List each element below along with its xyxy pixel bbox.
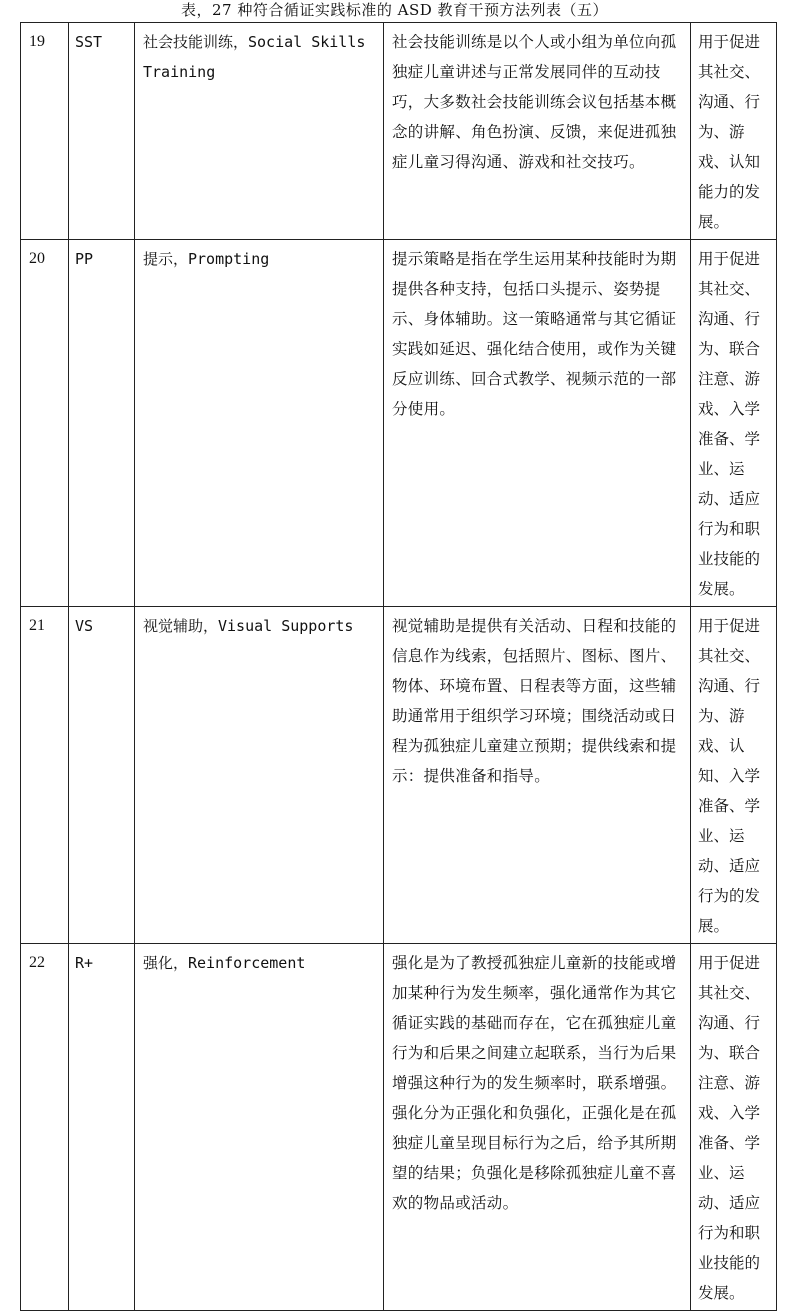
row-method-name: 强化，Reinforcement bbox=[135, 944, 384, 1311]
row-number: 21 bbox=[21, 607, 69, 944]
row-abbreviation: SST bbox=[69, 23, 135, 240]
row-effect: 用于促进其社交、沟通、行为、游戏、认知能力的发展。 bbox=[691, 23, 777, 240]
table-row bbox=[21, 607, 777, 944]
row-description: 视觉辅助是提供有关活动、日程和技能的信息作为线索，包括照片、图标、图片、物体、环境布置、日程表等方面，这些辅助通常用于组织学习环境；围绕活动或日程为孤独症儿童建立预期；提供线索和提示：提供准备和指导。 bbox=[384, 607, 691, 944]
row-description: 社会技能训练是以个人或小组为单位向孤独症儿童讲述与正常发展同伴的互动技巧，大多数社会技能训练会议包括基本概念的讲解、角色扮演、反馈，来促进孤独症儿童习得沟通、游戏和社交技巧。 bbox=[384, 23, 691, 240]
row-number: 19 bbox=[21, 23, 69, 240]
row-effect: 用于促进其社交、沟通、行为、联合注意、游戏、入学准备、学业、运动、适应行为和职业技能的发展。 bbox=[691, 240, 777, 607]
row-effect: 用于促进其社交、沟通、行为、联合注意、游戏、入学准备、学业、运动、适应行为和职业技能的发展。 bbox=[691, 944, 777, 1311]
row-number: 20 bbox=[21, 240, 69, 607]
row-abbreviation: VS bbox=[69, 607, 135, 944]
row-method-name: 提示，Prompting bbox=[135, 240, 384, 607]
row-abbreviation: R+ bbox=[69, 944, 135, 1311]
row-method-name: 视觉辅助，Visual Supports bbox=[135, 607, 384, 944]
table-title: 表，27 种符合循证实践标准的 ASD 教育干预方法列表（五） bbox=[180, 1, 609, 19]
intervention-table bbox=[20, 22, 777, 1311]
table-row bbox=[21, 944, 777, 1311]
row-effect: 用于促进其社交、沟通、行为、游戏、认知、入学准备、学业、运动、适应行为的发展。 bbox=[691, 607, 777, 944]
row-description: 强化是为了教授孤独症儿童新的技能或增加某种行为发生频率，强化通常作为其它循证实践的基础而存在，它在孤独症儿童行为和后果之间建立起联系，当行为后果增强这种行为的发生频率时，联系增强。强化分为正强化和负强化，正强化是在孤独症儿童呈现目标行为之后，给予其所期望的结果；负强化是移除孤独症儿童不喜欢的物品或活动。 bbox=[384, 944, 691, 1311]
row-number: 22 bbox=[21, 944, 69, 1311]
row-method-name: 社会技能训练，Social Skills Training bbox=[135, 23, 384, 240]
row-description: 提示策略是指在学生运用某种技能时为期提供各种支持，包括口头提示、姿势提示、身体辅助。这一策略通常与其它循证实践如延迟、强化结合使用，或作为关键反应训练、回合式教学、视频示范的一部分使用。 bbox=[384, 240, 691, 607]
table-row bbox=[21, 240, 777, 607]
table-row bbox=[21, 23, 777, 240]
row-abbreviation: PP bbox=[69, 240, 135, 607]
